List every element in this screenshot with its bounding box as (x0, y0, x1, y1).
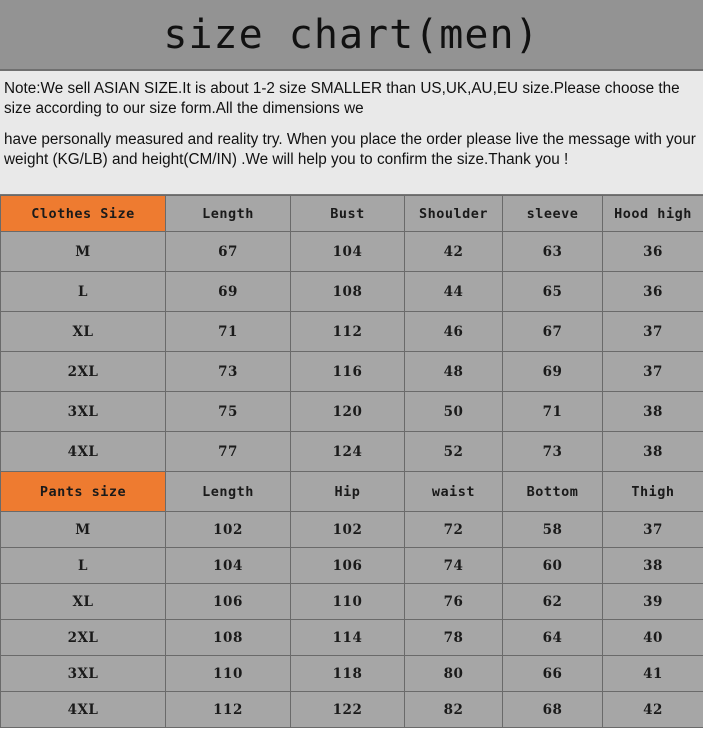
pants-header-row (1, 472, 703, 512)
table-row (1, 620, 703, 656)
pants-value-cell: 108 (166, 620, 291, 656)
clothes-size-cell: XL (1, 312, 166, 352)
clothes-value-cell: 120 (291, 392, 405, 432)
clothes-value-cell: 104 (291, 232, 405, 272)
clothes-value-cell: 46 (405, 312, 503, 352)
clothes-header-cell: Clothes Size (1, 196, 166, 232)
clothes-value-cell: 69 (166, 272, 291, 312)
pants-value-cell: 64 (503, 620, 603, 656)
clothes-value-cell: 42 (405, 232, 503, 272)
pants-value-cell: 118 (291, 656, 405, 692)
clothes-value-cell: 71 (503, 392, 603, 432)
pants-value-cell: 74 (405, 548, 503, 584)
pants-header-cell: Pants size (1, 472, 166, 512)
pants-value-cell: 38 (603, 548, 703, 584)
clothes-size-cell: L (1, 272, 166, 312)
clothes-value-cell: 65 (503, 272, 603, 312)
clothes-value-cell: 38 (603, 392, 703, 432)
pants-value-cell: 122 (291, 692, 405, 728)
pants-value-cell: 82 (405, 692, 503, 728)
pants-value-cell: 106 (166, 584, 291, 620)
clothes-value-cell: 37 (603, 352, 703, 392)
pants-value-cell: 41 (603, 656, 703, 692)
pants-header-cell: Length (166, 472, 291, 512)
clothes-value-cell: 52 (405, 432, 503, 472)
pants-size-table (0, 471, 703, 728)
pants-header-cell: Bottom (503, 472, 603, 512)
clothes-value-cell: 108 (291, 272, 405, 312)
clothes-value-cell: 67 (503, 312, 603, 352)
table-row (1, 692, 703, 728)
table-row (1, 392, 703, 432)
clothes-header-cell: Length (166, 196, 291, 232)
pants-size-cell: 3XL (1, 656, 166, 692)
clothes-value-cell: 77 (166, 432, 291, 472)
clothes-size-cell: 3XL (1, 392, 166, 432)
note-line-1: Note:We sell ASIAN SIZE.It is about 1-2 size SMALLER than US,UK,AU,EU size.Please choose the size according to our size form.All the dimensions we (4, 80, 680, 117)
table-row (1, 312, 703, 352)
clothes-value-cell: 71 (166, 312, 291, 352)
pants-size-cell: L (1, 548, 166, 584)
clothes-value-cell: 67 (166, 232, 291, 272)
pants-value-cell: 40 (603, 620, 703, 656)
clothes-value-cell: 37 (603, 312, 703, 352)
pants-value-cell: 112 (166, 692, 291, 728)
pants-value-cell: 110 (166, 656, 291, 692)
clothes-size-cell: 4XL (1, 432, 166, 472)
pants-value-cell: 66 (503, 656, 603, 692)
pants-value-cell: 62 (503, 584, 603, 620)
pants-value-cell: 42 (603, 692, 703, 728)
pants-value-cell: 114 (291, 620, 405, 656)
table-row (1, 272, 703, 312)
clothes-header-cell: Hood high (603, 196, 703, 232)
pants-value-cell: 58 (503, 512, 603, 548)
pants-header-cell: Thigh (603, 472, 703, 512)
pants-value-cell: 80 (405, 656, 503, 692)
table-row (1, 232, 703, 272)
pants-size-cell: XL (1, 584, 166, 620)
clothes-value-cell: 73 (503, 432, 603, 472)
title-bar (0, 0, 703, 71)
clothes-value-cell: 44 (405, 272, 503, 312)
pants-value-cell: 68 (503, 692, 603, 728)
table-row (1, 512, 703, 548)
clothes-size-cell: M (1, 232, 166, 272)
pants-value-cell: 78 (405, 620, 503, 656)
page-title: size chart(men) (163, 11, 540, 58)
pants-value-cell: 60 (503, 548, 603, 584)
clothes-size-table (0, 195, 703, 472)
pants-value-cell: 104 (166, 548, 291, 584)
pants-value-cell: 106 (291, 548, 405, 584)
pants-size-cell: 4XL (1, 692, 166, 728)
note-line-2: have personally measured and reality try. When you place the order please live the message with your weight (KG/LB) and height(CM/IN) .We will help you to confirm the size.Thank you ! (4, 131, 696, 168)
clothes-header-cell: sleeve (503, 196, 603, 232)
table-row (1, 432, 703, 472)
pants-value-cell: 110 (291, 584, 405, 620)
clothes-header-cell: Bust (291, 196, 405, 232)
clothes-value-cell: 36 (603, 232, 703, 272)
clothes-value-cell: 73 (166, 352, 291, 392)
clothes-value-cell: 63 (503, 232, 603, 272)
clothes-value-cell: 50 (405, 392, 503, 432)
clothes-value-cell: 124 (291, 432, 405, 472)
table-row (1, 352, 703, 392)
clothes-value-cell: 36 (603, 272, 703, 312)
pants-value-cell: 39 (603, 584, 703, 620)
clothes-value-cell: 75 (166, 392, 291, 432)
table-row (1, 548, 703, 584)
table-row (1, 584, 703, 620)
pants-value-cell: 76 (405, 584, 503, 620)
pants-value-cell: 72 (405, 512, 503, 548)
size-note (0, 71, 703, 195)
pants-size-cell: M (1, 512, 166, 548)
clothes-size-cell: 2XL (1, 352, 166, 392)
clothes-value-cell: 48 (405, 352, 503, 392)
clothes-value-cell: 69 (503, 352, 603, 392)
clothes-header-cell: Shoulder (405, 196, 503, 232)
clothes-header-row (1, 196, 703, 232)
pants-size-cell: 2XL (1, 620, 166, 656)
pants-value-cell: 102 (291, 512, 405, 548)
pants-header-cell: waist (405, 472, 503, 512)
pants-value-cell: 102 (166, 512, 291, 548)
clothes-value-cell: 116 (291, 352, 405, 392)
pants-header-cell: Hip (291, 472, 405, 512)
clothes-value-cell: 112 (291, 312, 405, 352)
clothes-value-cell: 38 (603, 432, 703, 472)
pants-value-cell: 37 (603, 512, 703, 548)
table-row (1, 656, 703, 692)
